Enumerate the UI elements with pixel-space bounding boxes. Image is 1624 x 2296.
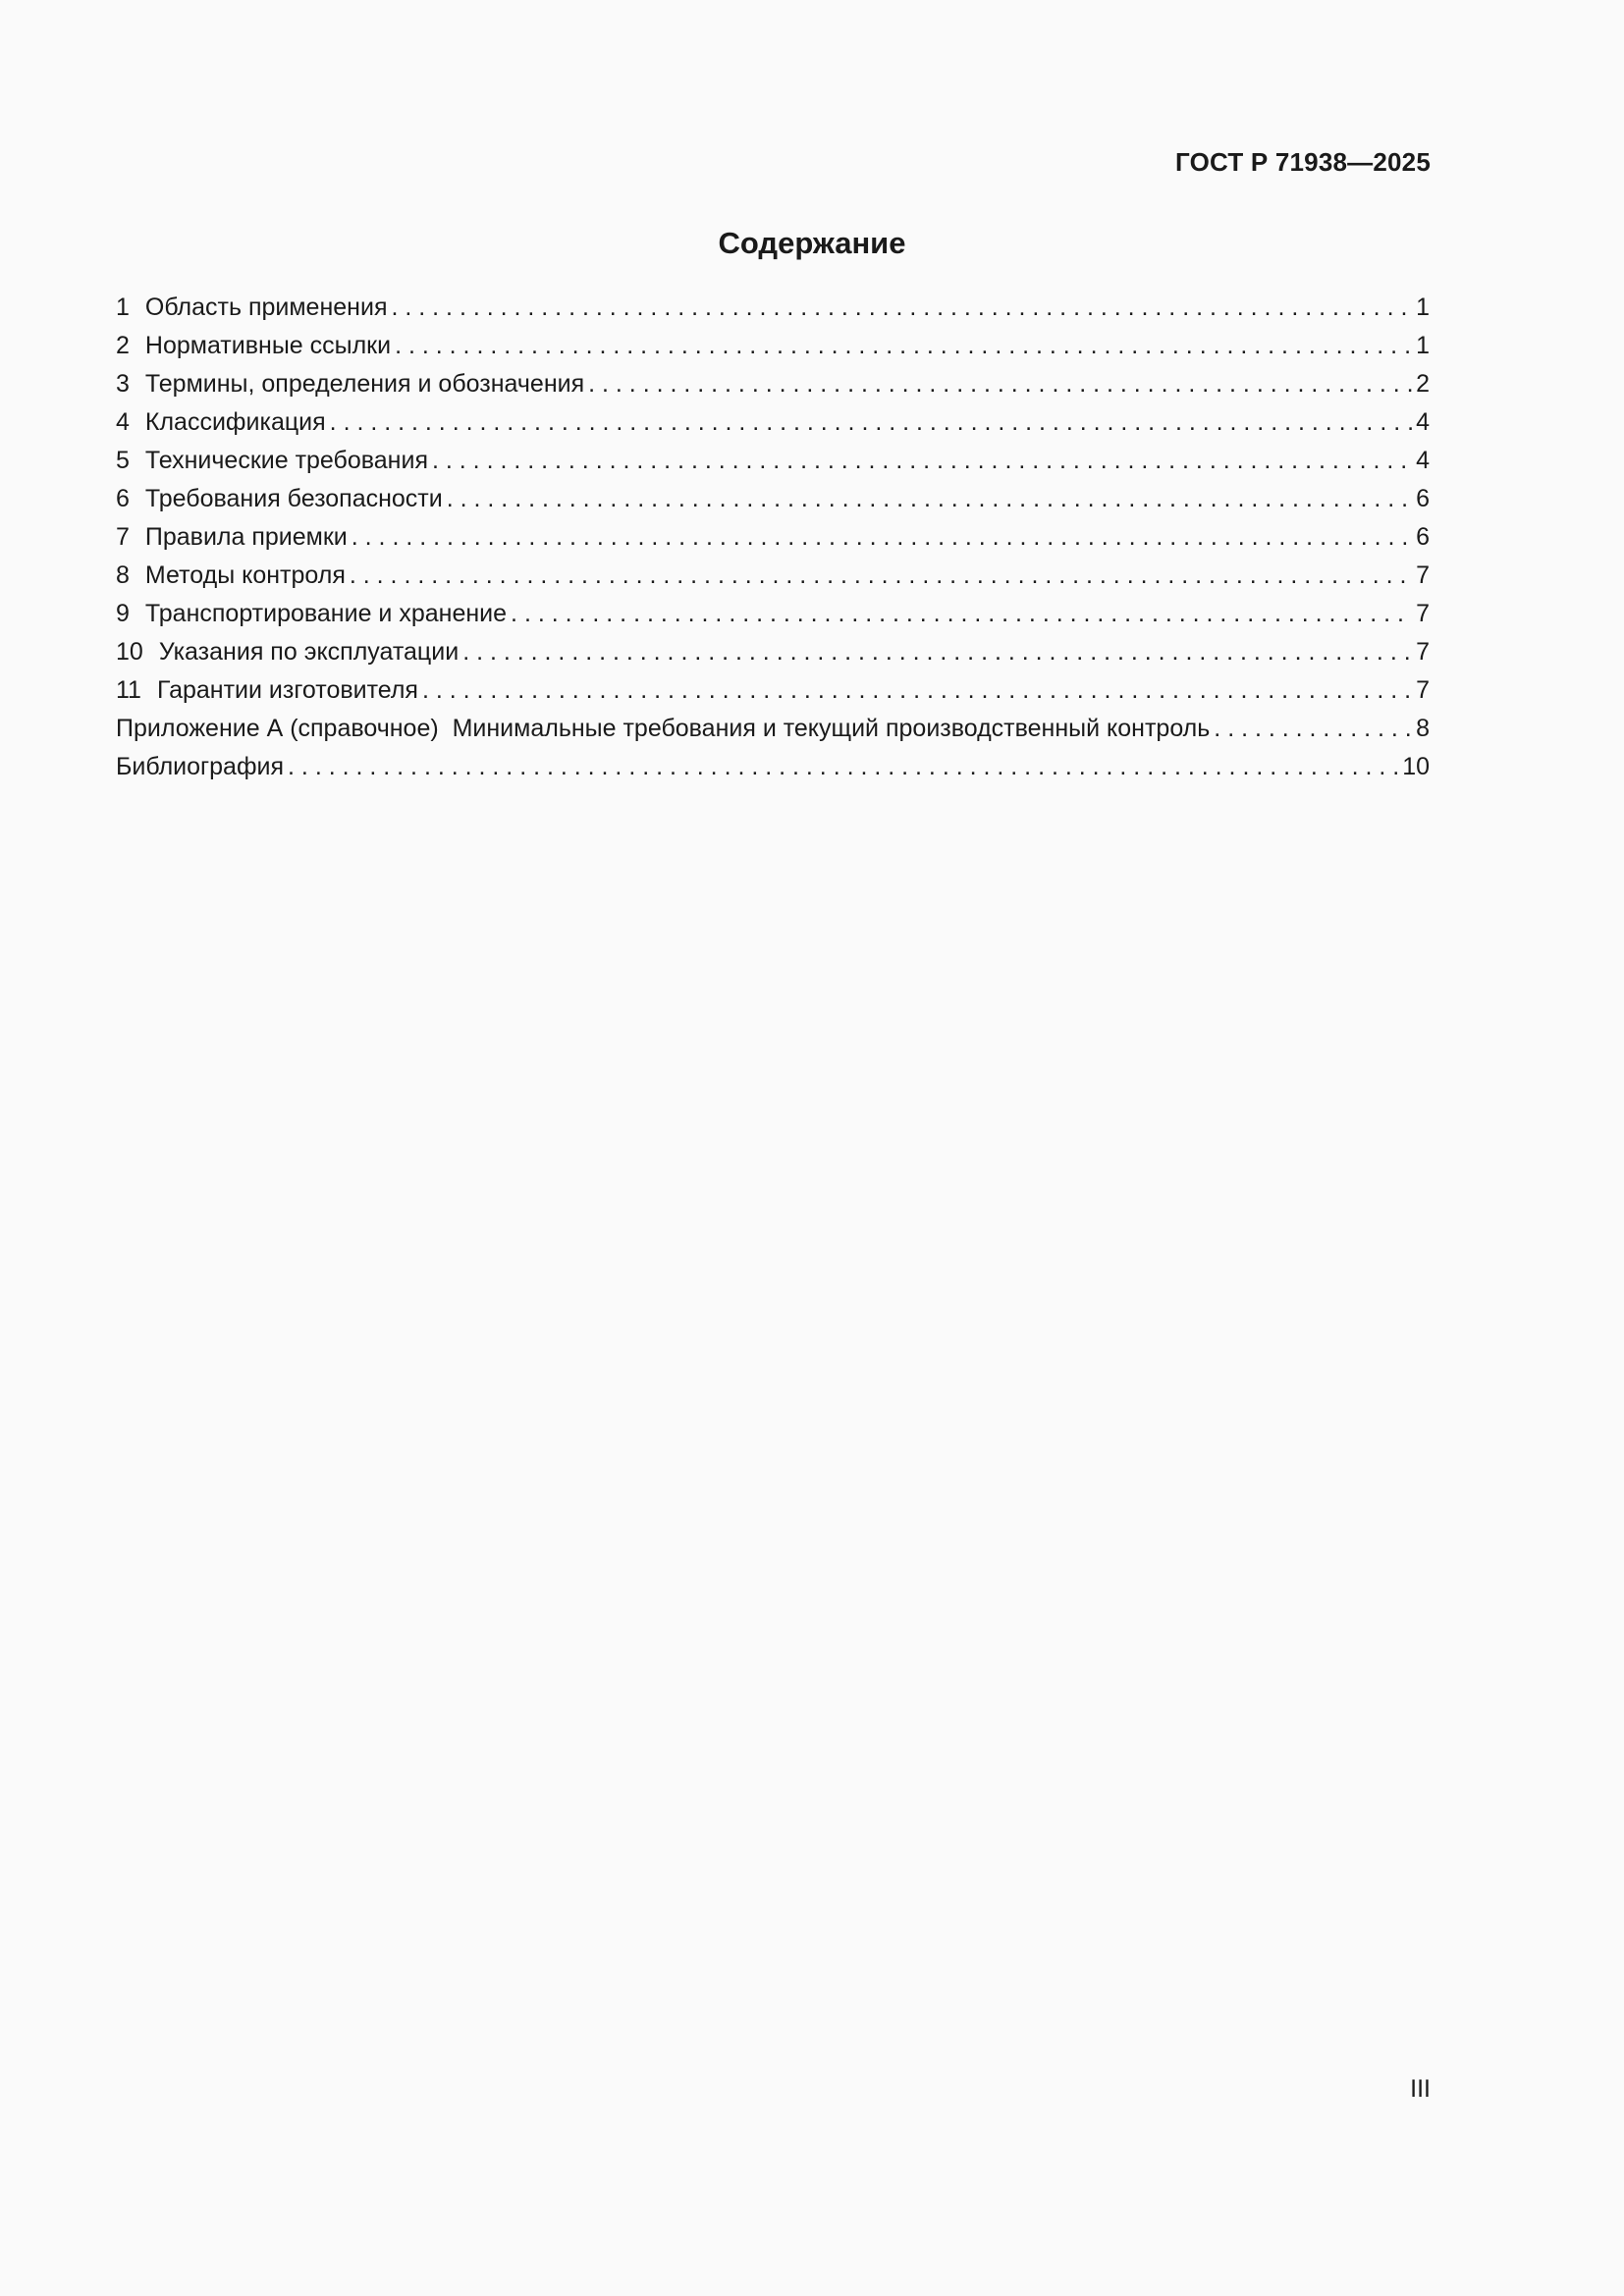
toc-dot-leader	[284, 748, 1398, 786]
toc-entry-number: 9	[116, 600, 130, 627]
toc-entry-page: 6	[1416, 485, 1430, 512]
toc-dot-leader	[459, 633, 1412, 671]
toc-entry[interactable]	[116, 365, 1430, 403]
toc-entry-number: 5	[116, 447, 130, 474]
toc-entry-bibliography[interactable]	[116, 748, 1430, 786]
toc-entry-title: Требования безопасности	[144, 485, 443, 512]
toc-dot-leader	[428, 442, 1412, 480]
toc-entry[interactable]	[116, 518, 1430, 557]
toc-entry-title: Термины, определения и обозначения	[144, 370, 585, 398]
toc-entry[interactable]	[116, 671, 1430, 710]
toc-entry[interactable]	[116, 595, 1430, 633]
toc-heading: Содержание	[718, 226, 906, 260]
toc-entry[interactable]	[116, 327, 1430, 365]
toc-entry-title: Методы контроля	[144, 561, 346, 589]
toc-dot-leader	[507, 595, 1412, 633]
toc-entry-number: 8	[116, 561, 130, 589]
toc-dot-leader	[1210, 710, 1412, 748]
toc-dot-leader	[391, 327, 1412, 365]
toc-entry-title: Нормативные ссылки	[144, 332, 392, 359]
toc-entry-number: 10	[116, 638, 143, 666]
toc-entry-page: 10	[1402, 753, 1430, 780]
toc-entry-page: 7	[1416, 561, 1430, 589]
toc-entry-title: Гарантии изготовителя	[156, 676, 418, 704]
toc-entry-page: 4	[1416, 447, 1430, 474]
toc-entry[interactable]	[116, 442, 1430, 480]
toc-entry-title: Область применения	[144, 294, 388, 321]
toc-entry[interactable]	[116, 403, 1430, 442]
toc-entry[interactable]	[116, 289, 1430, 327]
toc-entry-title: Правила приемки	[144, 523, 348, 551]
toc-entry-page: 7	[1416, 676, 1430, 704]
toc-entry-title: Библиография	[116, 753, 285, 780]
toc-entry-page: 7	[1416, 638, 1430, 666]
toc-dot-leader	[584, 365, 1412, 403]
toc-entry-page: 2	[1416, 370, 1430, 398]
toc-entry-title: Приложение А (справочное) Минимальные требования и текущий производственный контроль	[116, 715, 1211, 742]
toc-entry-page: 1	[1416, 332, 1430, 359]
toc-entry-title: Технические требования	[144, 447, 428, 474]
toc-dot-leader	[443, 480, 1412, 518]
toc-dot-leader	[387, 289, 1412, 327]
toc-entry[interactable]	[116, 557, 1430, 595]
toc-entry[interactable]	[116, 633, 1430, 671]
toc-dot-leader	[346, 557, 1412, 595]
toc-entry-number: 3	[116, 370, 130, 398]
table-of-contents	[116, 289, 1430, 786]
toc-entry-appendix[interactable]	[116, 710, 1430, 748]
toc-dot-leader	[348, 518, 1412, 557]
toc-entry-number: 1	[116, 294, 130, 321]
toc-entry-title: Транспортирование и хранение	[144, 600, 508, 627]
toc-entry-page: 1	[1416, 294, 1430, 321]
document-code: ГОСТ Р 71938—2025	[1175, 147, 1431, 177]
page-number: III	[1410, 2075, 1431, 2103]
toc-entry-number: 11	[116, 676, 141, 704]
toc-entry-page: 7	[1416, 600, 1430, 627]
toc-dot-leader	[326, 403, 1412, 442]
toc-entry-number: 2	[116, 332, 130, 359]
toc-entry-page: 6	[1416, 523, 1430, 551]
toc-entry-number: 4	[116, 408, 130, 436]
toc-entry-title: Указания по эксплуатации	[158, 638, 460, 666]
toc-entry-number: 6	[116, 485, 130, 512]
toc-entry-title: Классификация	[144, 408, 326, 436]
toc-entry-page: 8	[1416, 715, 1430, 742]
toc-entry-number: 7	[116, 523, 130, 551]
toc-dot-leader	[418, 671, 1412, 710]
toc-entry[interactable]	[116, 480, 1430, 518]
toc-entry-page: 4	[1416, 408, 1430, 436]
